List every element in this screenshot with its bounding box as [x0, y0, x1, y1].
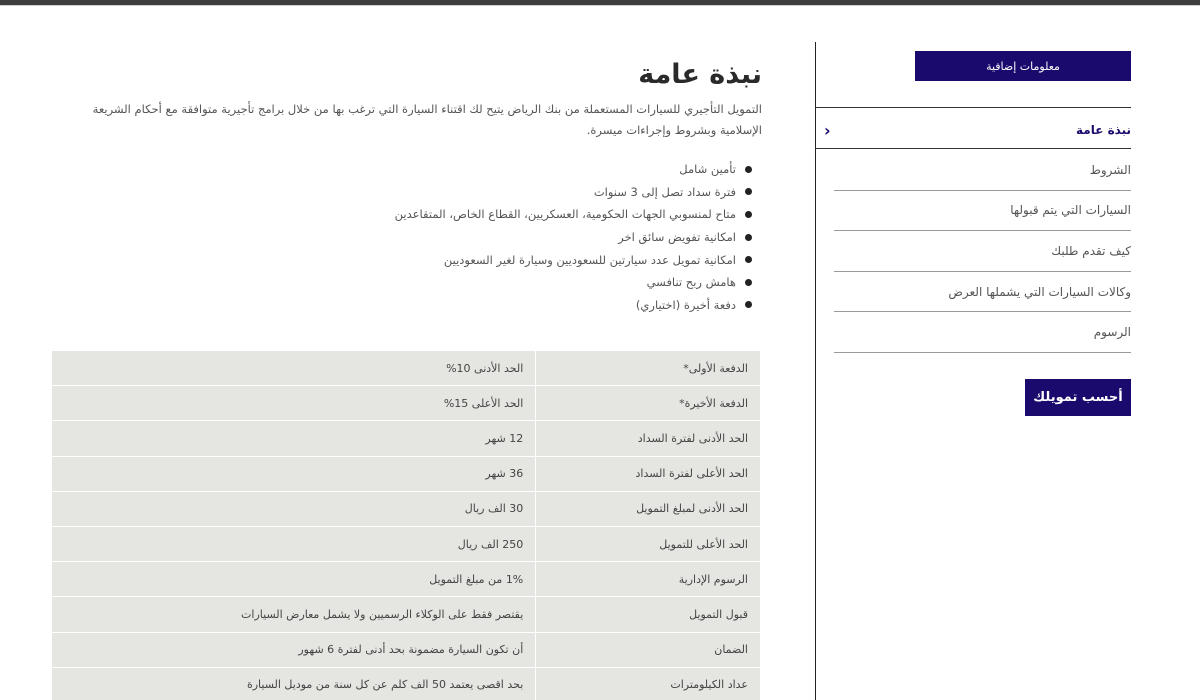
table-key-cell: الرسوم الإدارية: [536, 562, 761, 597]
list-item-text: دفعة أخيرة (اختياري): [635, 297, 736, 312]
table-value-cell: 250 الف ريال: [52, 526, 536, 561]
bullet-icon: [745, 234, 752, 241]
table-row: [52, 562, 761, 597]
sidebar-separator-top: [815, 107, 1131, 108]
sidebar-item-label: وكالات السيارات التي يشملها العرض: [948, 284, 1131, 299]
table-key-cell: الدفعة الأولى*: [536, 351, 761, 386]
list-item-text: امكانية تفويض سائق اخر: [618, 230, 736, 245]
table-key-cell: عداد الكيلومترات: [536, 667, 761, 700]
list-item: [50, 158, 762, 181]
top-border-shadow: [0, 5, 1200, 6]
table-row: [52, 456, 761, 491]
list-item-text: متاح لمنسوبي الجهات الحكومية، العسكريين، القطاع الخاص، المتقاعدين: [394, 207, 736, 222]
list-item: [50, 181, 762, 204]
table-value-cell: 30 الف ريال: [52, 491, 536, 526]
sidebar-item-conditions[interactable]: [834, 150, 1131, 191]
table-row: [52, 632, 761, 667]
more-info-button[interactable]: معلومات إضافية: [915, 51, 1131, 81]
sidebar-menu: [834, 150, 1131, 353]
table-value-cell: الحد الأدنى 10%: [52, 351, 536, 386]
table-row: [52, 491, 761, 526]
list-item: [50, 248, 762, 271]
table-key-cell: قبول التمويل: [536, 597, 761, 632]
table-key-cell: الحد الأعلى لفترة السداد: [536, 456, 761, 491]
page-title: نبذة عامة: [638, 59, 762, 90]
sidebar-item-label: نبذة عامة: [1075, 123, 1131, 137]
bullet-icon: [745, 301, 752, 308]
bullet-icon: [745, 166, 752, 173]
table-value-cell: يقتصر فقط على الوكلاء الرسميين ولا يشمل معارض السيارات: [52, 597, 536, 632]
list-item: [50, 294, 762, 317]
sidebar-item-label: الشروط: [1089, 162, 1131, 177]
sidebar-item-label: كيف تقدم طلبك: [1051, 243, 1131, 258]
table-key-cell: الضمان: [536, 632, 761, 667]
sidebar-item-fees[interactable]: [834, 312, 1131, 353]
sidebar-item-overview[interactable]: [820, 115, 1131, 145]
features-list: [50, 158, 762, 316]
list-item-text: هامش ربح تنافسي: [646, 275, 736, 290]
main-content: [50, 55, 762, 316]
table-row: [52, 597, 761, 632]
sidebar-item-label: السيارات التي يتم قبولها: [1010, 203, 1131, 218]
list-item: [50, 271, 762, 294]
sidebar-item-how-to-apply[interactable]: [834, 231, 1131, 272]
sidebar-item-label: الرسوم: [1093, 325, 1131, 340]
table-key-cell: الحد الأدنى لفترة السداد: [536, 421, 761, 456]
list-item-text: امكانية تمويل عدد سيارتين للسعوديين وسيارة لغير السعوديين: [443, 252, 736, 267]
sidebar-item-accepted-cars[interactable]: [834, 191, 1131, 232]
table-value-cell: 36 شهر: [52, 456, 536, 491]
table-row: [52, 526, 761, 561]
list-item: [50, 203, 762, 226]
table-key-cell: الحد الأعلى للتمويل: [536, 526, 761, 561]
table-row: [52, 351, 761, 386]
terms-table: [51, 350, 761, 700]
bullet-icon: [745, 188, 752, 195]
sidebar-divider: [815, 42, 816, 700]
table-value-cell: أن تكون السيارة مضمونة بحد أدنى لفترة 6 شهور: [52, 632, 536, 667]
table-value-cell: 12 شهر: [52, 421, 536, 456]
list-item: [50, 226, 762, 249]
calculate-financing-button[interactable]: أحسب تمويلك: [1025, 379, 1131, 416]
table-value-cell: بحد اقصى يعتمد 50 الف كلم عن كل سنة من موديل السيارة: [52, 667, 536, 700]
bullet-icon: [745, 256, 752, 263]
list-item-text: تأمين شامل: [679, 162, 736, 177]
table-row: [52, 667, 761, 700]
table-value-cell: الحد الأعلى 15%: [52, 386, 536, 421]
table-row: [52, 421, 761, 456]
table-key-cell: الدفعة الأخيرة*: [536, 386, 761, 421]
list-item-text: فترة سداد تصل إلى 3 سنوات: [593, 184, 736, 199]
sidebar-separator-active: [815, 148, 1131, 149]
table-row: [52, 386, 761, 421]
chevron-left-icon: ‹: [824, 120, 831, 140]
intro-paragraph: التمويل التأجيري للسيارات المستعملة من بنك الرياض يتيح لك اقتناء السيارة التي ترغب بها من خلال برامج تأجيرية متوافقة مع أحكام الشريعة الإسلامية وبشروط وإجراءات ميسرة.: [92, 102, 762, 137]
bullet-icon: [745, 211, 752, 218]
bullet-icon: [745, 279, 752, 286]
table-key-cell: الحد الأدنى لمبلغ التمويل: [536, 491, 761, 526]
table-value-cell: 1% من مبلغ التمويل: [52, 562, 536, 597]
sidebar-item-dealerships[interactable]: [834, 272, 1131, 313]
